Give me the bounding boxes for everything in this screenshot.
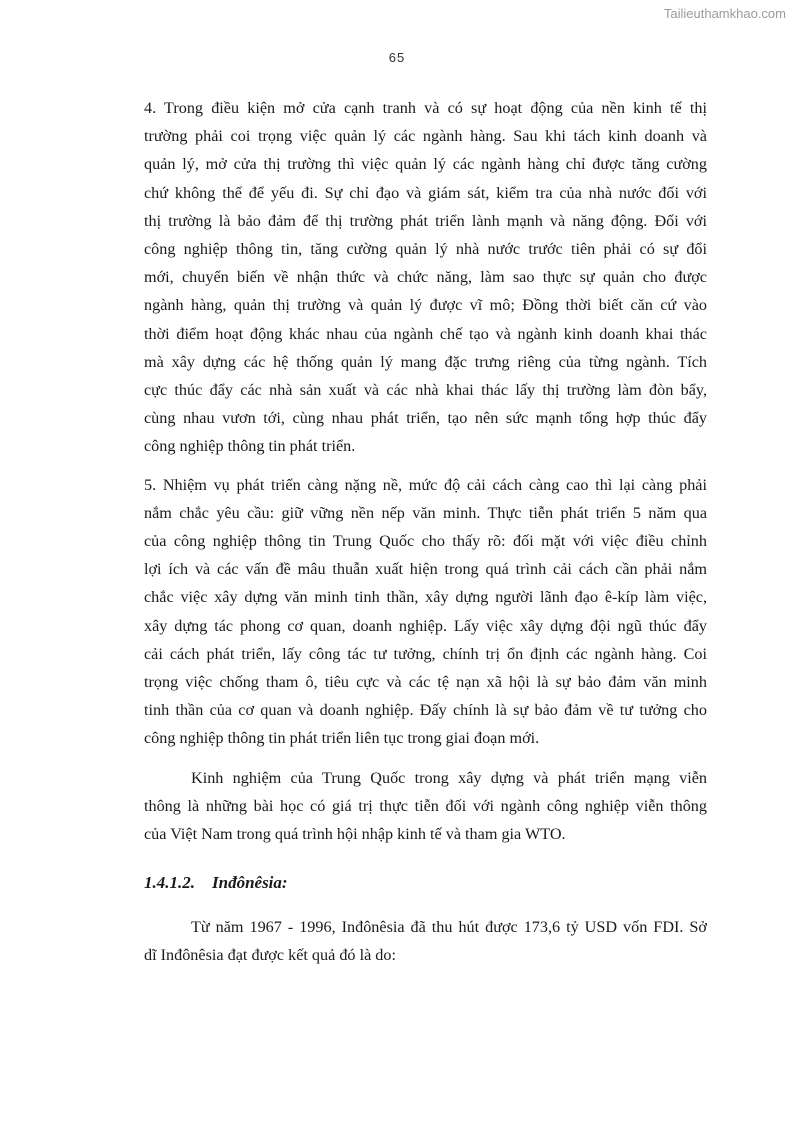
text-line: công nghiệp thông tin phát triển liên tục trong giai đoạn mới. [144,729,540,748]
paragraph-indonesia [144,913,707,969]
page-number: 65 [388,50,406,65]
text-line: thị trường là bảo đảm để thị trường phát triển lành mạnh và năng động. Đối với [144,211,707,230]
text-line: Từ năm 1967 - 1996, Inđônêsia đã thu hút được 173,6 tỷ USD vốn FDI. Sở [191,918,707,937]
text-line: thời điểm hoạt động khác nhau của ngành chế tạo và ngành kinh doanh khai thác [144,324,707,343]
text-line: mà xây dựng các hệ thống quản lý mang đặc trưng riêng của từng ngành. Tích [144,352,707,371]
section-heading [144,869,707,897]
paragraph-conclusion [144,764,707,849]
text-line: của công nghiệp thông tin Trung Quốc cho thấy rõ: đối mặt với việc điều chỉnh [144,532,707,551]
text-line: cùng nhau vươn tới, cùng nhau phát triển, tạo nên sức mạnh tổng hợp thúc đẩy [144,409,707,428]
text-line: thông là những bài học có giá trị thực tiễn đối với ngành công nghiệp viễn thông [144,796,707,815]
text-line: quản lý, mở cửa thị trường thì việc quản lý các ngành hàng chỉ được tăng cường [144,155,707,174]
text-line: 5. Nhiệm vụ phát triển càng nặng nề, mức độ cải cách càng cao thì lại càng phải [144,475,707,494]
text-line: công nghiệp thông tin, tăng cường quản lý nhà nước trước tiên phải có sự đổi [144,240,707,259]
text-line: mới, chuyển biến về nhận thức và chức năng, làm sao thực sự quản cho được [144,268,707,287]
text-line: ngành hàng, quản thị trường và quản lý được vĩ mô; Đồng thời biết căn cứ vào [144,296,707,315]
text-line: chắc việc xây dựng văn minh tinh thần, xây dựng người lãnh đạo ê-kíp làm việc, [144,588,707,607]
paragraph-5 [144,471,707,753]
text-line: của Việt Nam trong quá trình hội nhập kinh tế và tham gia WTO. [144,825,566,844]
watermark: Tailieuthamkhao.com [663,6,786,21]
text-line: cải cách phát triển, lấy công tác tư tưởng, chính trị ổn định các ngành hàng. Coi [144,644,707,663]
text-line: công nghiệp thông tin phát triển. [144,437,356,456]
section-number: 1.4.1.2. [144,873,195,893]
text-line: xây dựng tác phong cơ quan, doanh nghiệp. Lấy việc xây dựng đội ngũ thúc đẩy [144,616,707,635]
text-line: Kinh nghiệm của Trung Quốc trong xây dựng và phát triển mạng viễn [191,768,707,787]
text-line: dĩ Inđônêsia đạt được kết quả đó là do: [144,946,396,965]
paragraph-4 [144,94,707,461]
document-body [144,94,707,970]
text-line: cực thúc đẩy các nhà sản xuất và các nhà khai thác lấy thị trường làm đòn bẩy, [144,381,707,400]
text-line: nắm chắc yêu cầu: giữ vững nền nếp văn minh. Thực tiễn phát triển 5 năm qua [144,503,707,522]
text-line: tinh thần của cơ quan và doanh nghiệp. Đấy chính là sự bảo đảm về tư tưởng cho [144,701,707,720]
text-line: chứ không thể để yếu đi. Sự chỉ đạo và giám sát, kiểm tra của nhà nước đối với [144,183,707,202]
text-line: 4. Trong điều kiện mở cửa cạnh tranh và có sự hoạt động của nền kinh tế thị [144,99,707,117]
text-line: trọng việc chống tham ô, tiêu cực và các tệ nạn xã hội là sự bảo đảm văn minh [144,673,707,692]
text-line: trường phải coi trọng việc quản lý các ngành hàng. Sau khi tách kinh doanh và [144,127,707,146]
text-line: lợi ích và các vấn đề mâu thuẫn xuất hiện trong quá trình cải cách cần phải nắm [144,560,707,579]
section-title: Inđônêsia: [212,873,288,893]
